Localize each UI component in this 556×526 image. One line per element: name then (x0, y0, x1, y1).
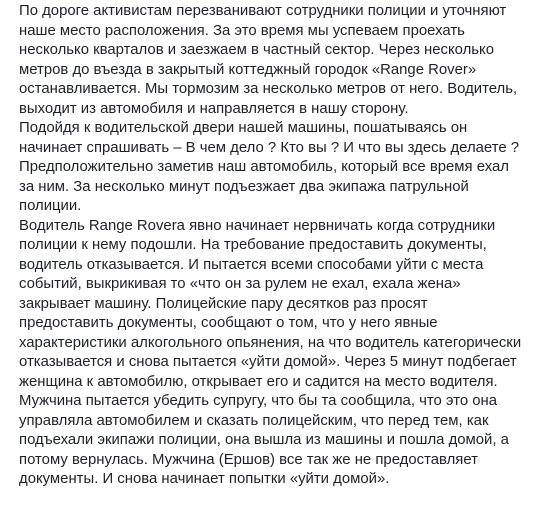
text-line: выходит из автомобиля и направляется в нашу сторону. (19, 100, 409, 117)
text-line: Предположительно заметив наш автомобиль, который все время ехал (19, 159, 509, 175)
text-line: закрывает машину. Полицейские пару десятков раз просят (19, 295, 428, 312)
text-line: несколько кварталов и заезжаем в частный сектор. Через несколько (19, 42, 495, 58)
text-line: потому вернулась. Мужчина (Ершов) все так же не предоставляет (19, 451, 478, 468)
text-line: отказывается и снова пытается «уйти домой». Через 5 минут подбегает (19, 354, 517, 370)
text-line: Подойдя к водительской двери нашей машины, пошатываясь он (19, 120, 468, 136)
text-line: документы. И снова начинает попытки «уйти домой». (19, 471, 390, 487)
paragraph-2 (19, 119, 547, 217)
text-line: женщина к автомобилю, открывает его и садится на место водителя. (19, 373, 498, 390)
text-line: метров до въезда в закрытый коттеджный городок «Range Rover» (19, 61, 477, 78)
text-line: водитель отказывается. И пытается всеми способами уйти с места (19, 256, 484, 273)
text-line: Мужчина пытается убедить супругу, что бы та сообщила, что это она (19, 393, 498, 409)
text-line: начинает спрашивать – В чем дело ? Кто вы ? И что вы здесь делаете ? (19, 139, 520, 156)
paragraph-1 (19, 2, 547, 119)
text-line: По дороге активистам перезванивают сотрудники полиции и уточняют (19, 3, 507, 19)
text-line: характеристики алкогольного опьянения, на что водитель категорически (19, 334, 522, 351)
text-line: полиции к нему подошли. На требование предоставить документы, (19, 237, 487, 253)
paragraph-3 (19, 217, 547, 490)
text-line: подъехали экипажи полиции, она вышла из машины и пошла домой, а (19, 432, 509, 448)
text-line: останавливается. Мы тормозим за несколько метров от него. Водитель, (19, 81, 518, 97)
text-line: за ним. За несколько минут подъезжает два экипажа патрульной (19, 178, 469, 195)
text-line: управляла автомобилем и сказать полицейским, что перед тем, как (19, 412, 489, 429)
text-line: предоставить документы, сообщают о том, что у него явные (19, 315, 438, 331)
text-line: полиции. (19, 198, 82, 214)
text-line: наше место расположения. За это время мы успеваем проехать (19, 22, 465, 39)
text-line: событий, выкрикивая то «что он за рулем не ехал, exaла жена» (19, 276, 461, 292)
text-line: Водитель Range Rovera явно начинает нервничать когда сотрудники (19, 217, 496, 234)
